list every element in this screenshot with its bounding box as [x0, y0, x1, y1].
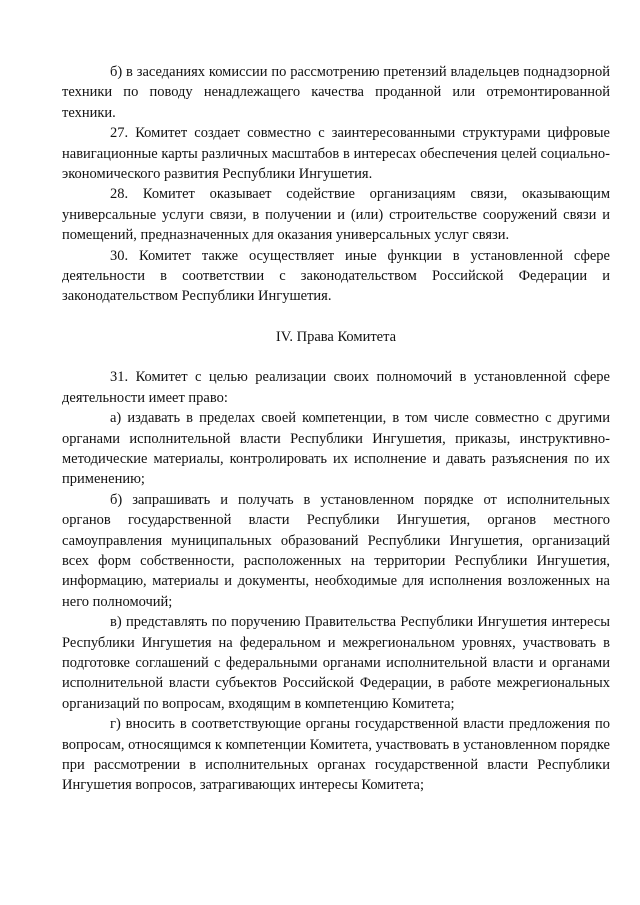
paragraph-28: 28. Комитет оказывает содействие организациям связи, оказывающим универсальные услуги связи, в получении и (или) строительстве сооружений связи и помещений, предназначенных для оказания универсальных услуг связи. [62, 186, 610, 244]
paragraph-27: 27. Комитет создает совместно с заинтересованными структурами цифровые навигационные карты различных масштабов в интересах обеспечения целей социально-экономического развития Республики Ингушетия. [62, 125, 610, 183]
paragraph-31-v: в) представлять по поручению Правительства Республики Ингушетия интересы Республики Ингушетия на федеральном и межрегиональном уровнях, участвовать в подготовке соглашений с федеральными органами исполнительной власти и органами исполнительной власти субъектов Российской Федерации, в работе межрегиональных организаций по вопросам, входящим в компетенцию Комитета; [62, 614, 610, 712]
paragraph-31-a: а) издавать в пределах своей компетенции, в том числе совместно с другими органами исполнительной власти Республики Ингушетия, приказы, инструктивно-методические материалы, контролировать их исполнение и давать разъяснения по их применению; [62, 410, 610, 488]
paragraph-31-b: б) запрашивать и получать в установленном порядке от исполнительных органов государственной власти Республики Ингушетия, органов местного самоуправления муниципальных образований Республики Ингушетия, организаций всех форм собственности, расположенных на территории Республики Ингушетия, информацию, материалы и документы, необходимые для исполнения возложенных на него полномочий; [62, 491, 610, 610]
document-body [62, 62, 610, 796]
section-heading: IV. Права Комитета [275, 328, 397, 345]
paragraph-31: 31. Комитет с целью реализации своих полномочий в установленной сфере деятельности имеет право: [62, 369, 610, 406]
paragraph-b-commission: б) в заседаниях комиссии по рассмотрению претензий владельцев поднадзорной техники по поводу ненадлежащего качества проданной или отремонтированной техники. [62, 64, 610, 121]
paragraph-30: 30. Комитет также осуществляет иные функции в установленной сфере деятельности в соответствии с законодательством Российской Федерации и законодательством Республики Ингушетия. [62, 247, 610, 305]
paragraph-31-g: г) вносить в соответствующие органы государственной власти предложения по вопросам, относящимся к компетенции Комитета, участвовать в установленном порядке при рассмотрении в исполнительных органах государственной власти Республики Ингушетия вопросов, затрагивающих интересы Комитета; [62, 716, 610, 794]
